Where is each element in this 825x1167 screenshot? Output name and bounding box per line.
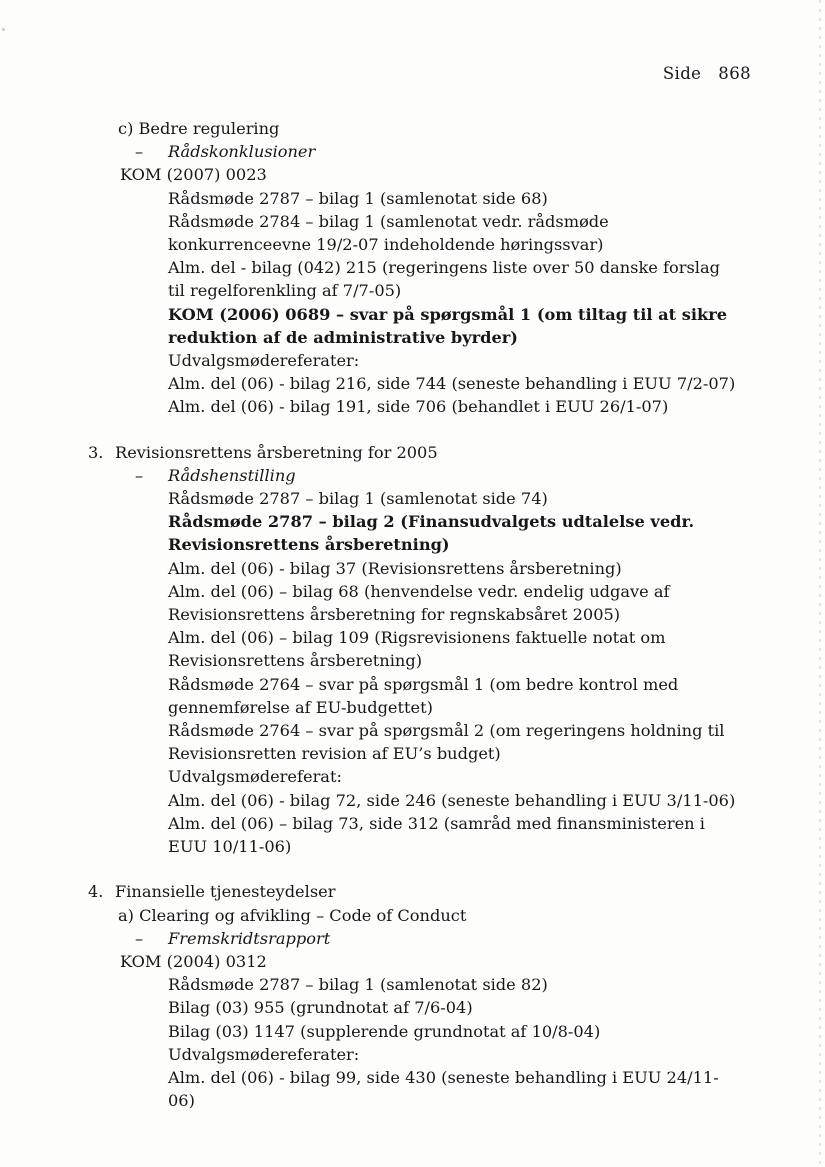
- list-item: Alm. del (06) – bilag 68 (henvendelse vedr. endelig udgave af Revisionsrettens årsberetning for regnskabsåret 2005): [168, 581, 675, 625]
- section-3-heading: Revisionsrettens årsberetning for 2005: [115, 442, 438, 462]
- section-c-subtitle-row: [0, 140, 825, 163]
- section-4-heading: Finansielle tjenesteydelser: [115, 882, 336, 902]
- section-4-subtitle-row: [0, 927, 825, 950]
- section-3-referat-label: Udvalgsmødereferat:: [168, 767, 342, 787]
- section-4-kom-number: KOM (2004) 0312: [120, 951, 267, 971]
- list-item: Alm. del (06) - bilag 99, side 430 (seneste behandling i EUU 24/11-06): [168, 1067, 719, 1111]
- list-item: Alm. del (06) - bilag 216, side 744 (seneste behandling i EUU 7/2-07): [168, 374, 736, 394]
- list-item: Alm. del (06) – bilag 109 (Rigsrevisionens faktuelle notat om Revisionsrettens årsberetning): [168, 628, 671, 671]
- section-c-bold-item: KOM (2006) 0689 – svar på spørgsmål 1 (om tiltag til at sikre reduktion af de administrative byrder): [168, 304, 733, 347]
- list-dash: –: [135, 142, 144, 162]
- list-item: Bilag (03) 955 (grundnotat af 7/6-04): [168, 998, 473, 1018]
- section-c-heading: c) Bedre regulering: [118, 119, 280, 138]
- section-4-subtitle: Fremskridtsrapport: [168, 928, 331, 948]
- section-3-subtitle: Rådshenstilling: [168, 465, 296, 485]
- list-item: Rådsmøde 2787 – bilag 1 (samlenotat side 74): [168, 489, 548, 509]
- section-c-subtitle: Rådskonklusioner: [168, 142, 316, 162]
- list-item: Rådsmøde 2784 – bilag 1 (samlenotat vedr. rådsmøde konkurrenceevne 19/2-07 indeholdende høringssvar): [168, 211, 614, 255]
- document-body: [0, 117, 825, 1112]
- section-3-bold-item: Rådsmøde 2787 – bilag 2 (Finansudvalgets udtalelse vedr. Revisionsrettens årsberetning): [168, 512, 700, 555]
- list-item: Alm. del (06) - bilag 191, side 706 (behandlet i EUU 26/1-07): [168, 397, 669, 417]
- list-item: Rådsmøde 2764 – svar på spørgsmål 1 (om bedre kontrol med gennemførelse af EU-budgettet): [168, 674, 684, 717]
- section-3: [0, 441, 825, 859]
- list-dash: –: [135, 928, 144, 948]
- page-number: 868: [718, 64, 751, 83]
- list-item: Rådsmøde 2787 – bilag 1 (samlenotat side 82): [168, 975, 548, 995]
- page-header-label: Side: [662, 64, 702, 83]
- section-4-heading-row: [0, 880, 825, 903]
- page-header: [640, 45, 751, 102]
- section-c-kom-number: KOM (2007) 0023: [120, 165, 267, 185]
- section-c-referat-label: Udvalgsmødereferater:: [168, 351, 360, 371]
- list-item: Alm. del - bilag (042) 215 (regeringens liste over 50 danske forslag til regelforenkling af 7/7-05): [168, 258, 726, 301]
- list-item: Alm. del (06) – bilag 73, side 312 (samråd med finansministeren i EUU 10/11-06): [168, 813, 711, 857]
- list-item: Rådsmøde 2787 – bilag 1 (samlenotat side 68): [168, 188, 548, 208]
- section-4: [0, 880, 825, 1112]
- scan-artifact-speck: [2, 28, 5, 31]
- section-3-subtitle-row: [0, 464, 825, 487]
- list-item: Alm. del (06) - bilag 72, side 246 (seneste behandling i EUU 3/11-06): [168, 790, 736, 810]
- section-3-number: 3.: [88, 442, 104, 462]
- list-item: Alm. del (06) - bilag 37 (Revisionsrettens årsberetning): [168, 558, 622, 578]
- list-item: Bilag (03) 1147 (supplerende grundnotat af 10/8-04): [168, 1021, 601, 1041]
- section-c: [0, 117, 825, 419]
- section-4-referat-label: Udvalgsmødereferater:: [168, 1044, 360, 1064]
- section-3-heading-row: [0, 441, 825, 464]
- list-dash: –: [135, 465, 144, 485]
- section-4-number: 4.: [88, 882, 104, 902]
- section-4-sub-heading: a) Clearing og afvikling – Code of Conduct: [118, 905, 467, 925]
- list-item: Rådsmøde 2764 – svar på spørgsmål 2 (om regeringens holdning til Revisionsretten revision af EU’s budget): [168, 721, 730, 764]
